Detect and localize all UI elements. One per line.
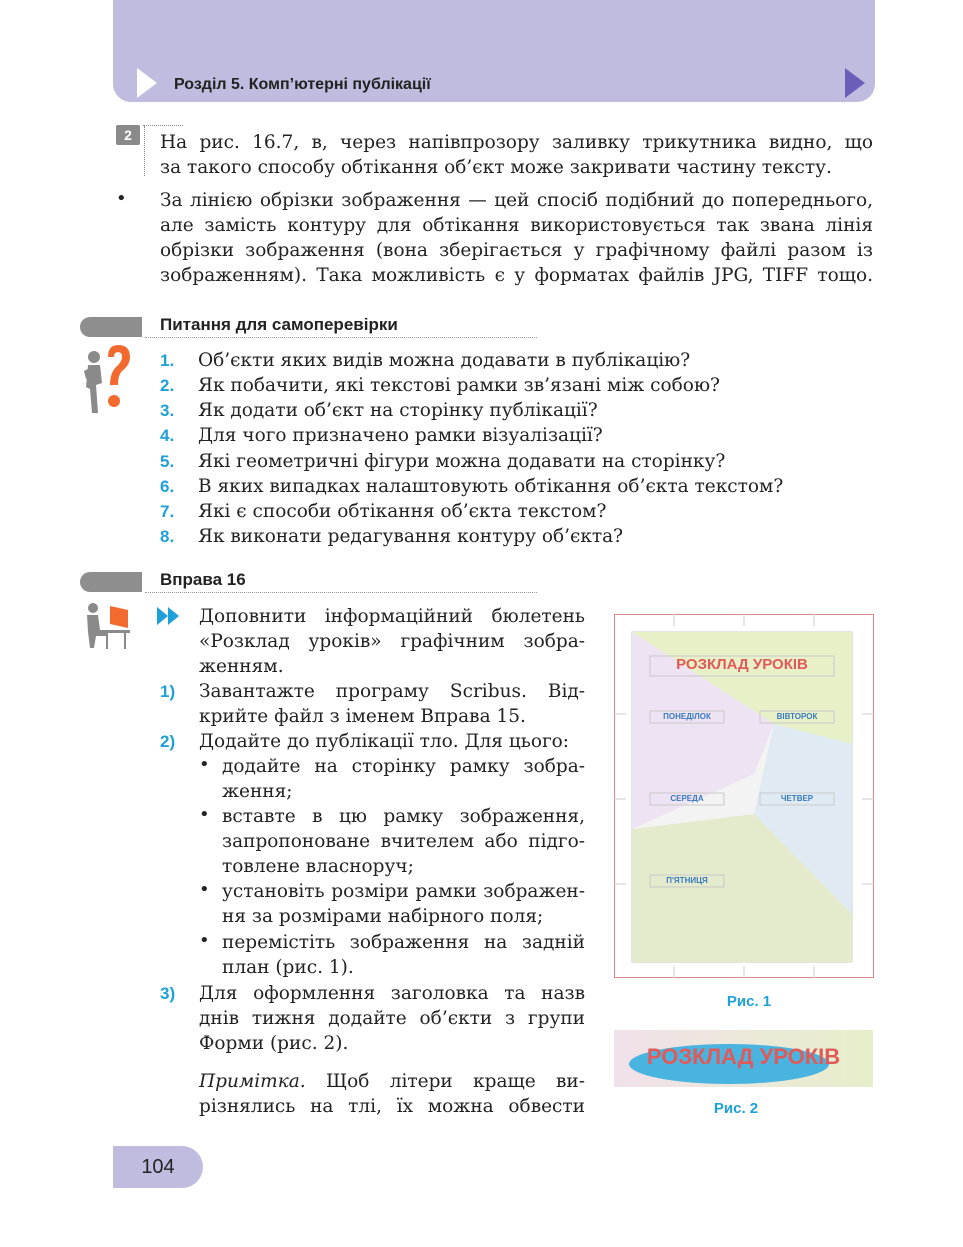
- note-line: за такого способу обтікання об’єкт може закривати частину тексту.: [160, 157, 832, 178]
- intro-line: «Розклад уроків» графічним зобра-: [199, 631, 585, 652]
- step-line: Для оформлення заголовка та назв: [199, 983, 585, 1004]
- margin-note-dotted-rule: [143, 125, 183, 126]
- step-text: [199, 729, 585, 754]
- question-item: [160, 449, 725, 474]
- paragraph-line: але замість контуру для обтікання використовується так звана лінія: [160, 215, 873, 236]
- question-number: 8.: [160, 527, 175, 546]
- figure-2-caption: Рис. 2: [713, 1100, 759, 1117]
- step-line: крийте файл з іменем Вправа 15.: [199, 706, 526, 727]
- bullet-paragraph: [160, 188, 873, 288]
- person-at-computer-icon: [82, 602, 132, 650]
- step-number: 3): [160, 984, 176, 1003]
- question-item: [160, 474, 783, 499]
- question-number: 6.: [160, 477, 175, 496]
- question-item: [160, 423, 603, 448]
- question-number: 1.: [160, 351, 175, 370]
- bullet-dot-icon: •: [116, 188, 127, 209]
- bullet-line: перемістіть зображення на задній: [222, 932, 585, 953]
- question-item: [160, 499, 606, 524]
- section-title-exercise: Вправа 16: [160, 570, 246, 589]
- bullet-item: [222, 930, 585, 980]
- step-number: 1): [160, 682, 176, 701]
- figure-1-day-label: П'ЯТНИЦЯ: [666, 876, 708, 885]
- paragraph-line: зображенням). Така можливість є у форматах файлів JPG, TIFF тощо.: [160, 265, 873, 286]
- note-paragraph: [160, 130, 873, 180]
- bullet-line: установіть розміри рамки зображен-: [222, 881, 585, 902]
- note-paragraph: [199, 1069, 585, 1119]
- section-dotted-rule: [145, 337, 537, 338]
- bullet-item: [222, 804, 585, 879]
- paragraph-line: За лінією обрізки зображення — цей спосіб подібний до попереднього,: [160, 190, 873, 211]
- step-line: Додайте до публікації тло. Для цього:: [199, 731, 570, 752]
- bullet-dot-icon: •: [199, 879, 210, 900]
- question-item: [160, 373, 720, 398]
- note-line: [199, 1069, 585, 1094]
- margin-note-badge: 2: [116, 125, 140, 145]
- bullet-dot-icon: •: [199, 754, 210, 775]
- header-arrow-left-icon: [137, 68, 157, 98]
- bullet-line: план (рис. 1).: [222, 957, 354, 978]
- section-dotted-rule: [145, 592, 537, 593]
- bullet-item: [222, 879, 585, 929]
- double-arrow-icon: [157, 607, 181, 625]
- bullet-line: ня за розмірами набірного поля;: [222, 906, 544, 927]
- section-title-questions: Питання для самоперевірки: [160, 315, 398, 334]
- step-line: днів тижня додайте об’єкти з групи: [199, 1008, 585, 1029]
- section-marker-bar: [80, 317, 142, 337]
- figure-2-banner: [614, 1030, 873, 1087]
- bullet-line: вставте в цю рамку зображення,: [222, 806, 585, 827]
- intro-line: женням.: [199, 656, 284, 677]
- step-line: Завантажте програму Scribus. Від-: [199, 681, 585, 702]
- question-text: Для чого призначено рамки візуалізації?: [198, 425, 603, 446]
- exercise-intro: [199, 604, 585, 679]
- note-text: Щоб літери краще ви-: [305, 1071, 585, 1092]
- step-number: 2): [160, 732, 176, 751]
- question-text: Які геометричні фігури можна додавати на сторінку?: [198, 451, 726, 472]
- question-number: 2.: [160, 376, 175, 395]
- figure-1-day-label: ПОНЕДІЛОК: [663, 712, 711, 721]
- note-line: На рис. 16.7, в, через напівпрозору заливку трикутника видно, що: [160, 132, 873, 153]
- bullet-item: [222, 754, 585, 804]
- figure-1-caption: Рис. 1: [726, 993, 772, 1010]
- question-text: Як додати об’єкт на сторінку публікації?: [198, 400, 598, 421]
- bullet-line: ження;: [222, 781, 293, 802]
- question-item: [160, 348, 690, 373]
- figure-1-day-label: СЕРЕДА: [670, 794, 704, 803]
- question-item: [160, 398, 598, 423]
- header-arrow-right-icon: [845, 68, 865, 98]
- question-text: В яких випадках налаштовують обтікання об’єкта текстом?: [198, 476, 784, 497]
- chapter-title: Розділ 5. Комп’ютерні публікації: [174, 76, 431, 93]
- step-text: [199, 679, 585, 729]
- question-number: 7.: [160, 502, 175, 521]
- bullet-line: товлене власноруч;: [222, 856, 414, 877]
- question-item: [160, 524, 623, 549]
- note-line: різнялись на тлі, їх можна обвести: [199, 1096, 585, 1117]
- step-line: Форми (рис. 2).: [199, 1033, 349, 1054]
- bullet-dot-icon: •: [199, 930, 210, 951]
- question-text: Які є способи обтікання об’єкта текстом?: [198, 501, 607, 522]
- figure-1-day-label: ВІВТОРОК: [776, 712, 818, 721]
- bullet-line: додайте на сторінку рамку зобра-: [222, 756, 585, 777]
- margin-note-dotted-line: [144, 126, 145, 176]
- note-label: Примітка.: [199, 1071, 306, 1092]
- question-number: 5.: [160, 452, 175, 471]
- intro-line: Доповнити інформаційний бюлетень: [199, 606, 585, 627]
- thinking-person-question-icon: [78, 343, 134, 419]
- bullet-dot-icon: •: [199, 804, 210, 825]
- figure-1-day-label: ЧЕТВЕР: [780, 794, 814, 803]
- question-text: Об’єкти яких видів можна додавати в публікацію?: [198, 350, 691, 371]
- section-marker-bar: [80, 572, 142, 592]
- page-number: 104: [113, 1146, 203, 1188]
- question-text: Як виконати редагування контуру об’єкта?: [198, 526, 624, 547]
- step-text: [199, 981, 585, 1056]
- question-number: 3.: [160, 401, 175, 420]
- figure-1-title: РОЗКЛАД УРОКІВ: [676, 656, 808, 673]
- bullet-line: запропоноване вчителем або підго-: [222, 831, 585, 852]
- question-text: Як побачити, які текстові рамки зв’язані між собою?: [198, 375, 720, 396]
- figure-2-title: РОЗКЛАД УРОКІВ: [646, 1044, 841, 1069]
- paragraph-line: обрізки зображення (вона зберігається у графічному файлі разом із: [160, 240, 873, 261]
- question-number: 4.: [160, 426, 175, 445]
